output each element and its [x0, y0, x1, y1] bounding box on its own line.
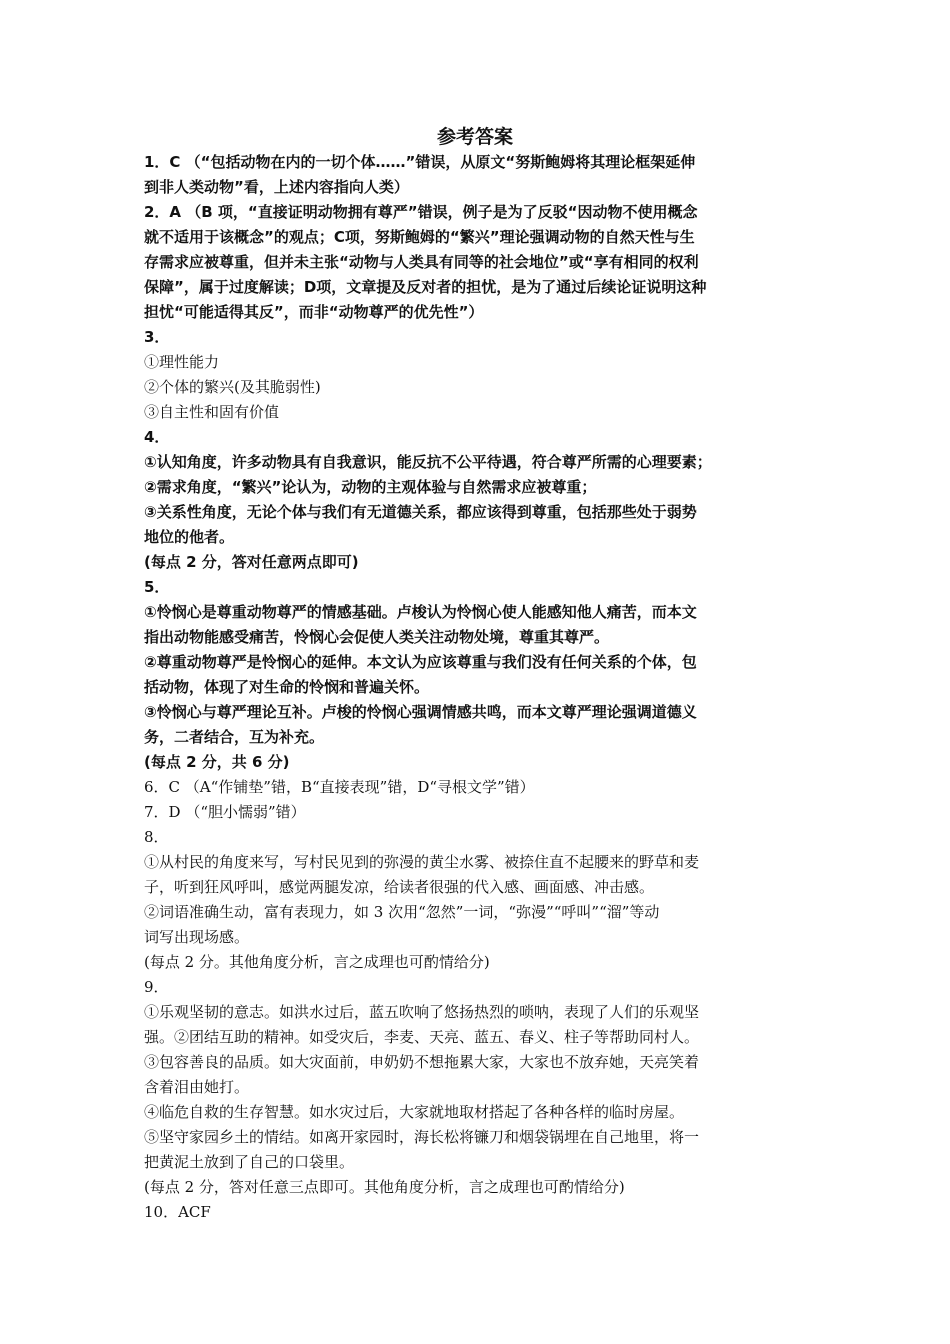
- answer-line: ③关系性角度，无论个体与我们有无道德关系，都应该得到尊重，包括那些处于弱势: [144, 503, 697, 521]
- answer-line: ②个体的繁兴(及其脆弱性): [144, 378, 321, 396]
- answer-line: 10．ACF: [144, 1203, 211, 1221]
- answer-line: ②词语准确生动，富有表现力，如 3 次用“忽然”一词，“弥漫”“呼叫”“溜”等动: [144, 903, 660, 921]
- answer-line: ②需求角度，“繁兴”论认为，动物的主观体验与自然需求应被尊重；: [144, 478, 597, 496]
- answer-line: (每点 2 分，答对任意两点即可): [144, 553, 359, 571]
- answer-line: 就不适用于该概念”的观点；C项，努斯鲍姆的“繁兴”理论强调动物的自然天性与生: [144, 228, 695, 246]
- answer-line: ④临危自救的生存智慧。如水灾过后，大家就地取材搭起了各种各样的临时房屋。: [144, 1103, 685, 1121]
- answer-line: 3．: [144, 328, 170, 346]
- answer-line: 8．: [144, 828, 169, 846]
- answer-line: 1．C （“包括动物在内的一切个体……”错误，从原文“努斯鲍姆将其理论框架延伸: [144, 153, 696, 171]
- answer-line: 存需求应被尊重，但并未主张“动物与人类具有同等的社会地位”或“享有相同的权利: [144, 253, 699, 271]
- answer-line: 9．: [144, 978, 169, 996]
- answer-line: ①乐观坚韧的意志。如洪水过后，蓝五吹响了悠扬热烈的唢呐，表现了人们的乐观坚: [144, 1003, 700, 1021]
- answer-line: 地位的他者。: [144, 528, 235, 546]
- answer-line: ①从村民的角度来写，写村民见到的弥漫的黄尘水雾、被捺住直不起腰来的野草和麦: [144, 853, 700, 871]
- answer-line: 4．: [144, 428, 170, 446]
- answer-line: 7．D （“胆小懦弱”错）: [144, 803, 306, 821]
- answer-line: 把黄泥土放到了自己的口袋里。: [144, 1153, 355, 1171]
- answer-line: ②尊重动物尊严是怜悯心的延伸。本文认为应该尊重与我们没有任何关系的个体，包: [144, 653, 697, 671]
- answer-line: 指出动物能感受痛苦，怜悯心会促使人类关注动物处境，尊重其尊严。: [144, 628, 610, 646]
- answer-line: 担忧“可能适得其反”，而非“动物尊严的优先性”）: [144, 303, 484, 321]
- answer-line: (每点 2 分。其他角度分析，言之成理也可酌情给分): [144, 953, 490, 971]
- answer-line: 括动物，体现了对生命的怜悯和普遍关怀。: [144, 678, 430, 696]
- answer-line: ③怜悯心与尊严理论互补。卢梭的怜悯心强调情感共鸣，而本文尊严理论强调道德义: [144, 703, 697, 721]
- page-title: 参考答案: [436, 126, 513, 148]
- answer-line: 务，二者结合，互为补充。: [144, 728, 325, 746]
- answer-line: 保障”，属于过度解读；D项，文章提及反对者的担忧，是为了通过后续论证说明这种: [144, 278, 707, 296]
- answer-line: 子，听到狂风呼叫，感觉两腿发凉，给读者很强的代入感、画面感、冲击感。: [144, 878, 655, 896]
- answer-body: [144, 150, 819, 1225]
- answer-line: (每点 2 分，共 6 分): [144, 753, 290, 771]
- answer-line: 2．A （B 项，“直接证明动物拥有尊严”错误，例子是为了反驳“因动物不使用概念: [144, 203, 698, 221]
- answer-line: ③自主性和固有价值: [144, 403, 280, 421]
- answer-line: 5．: [144, 578, 170, 596]
- answer-line: 词写出现场感。: [144, 928, 250, 946]
- answer-line: 含着泪由她打。: [144, 1078, 250, 1096]
- answer-line: ①认知角度，许多动物具有自我意识，能反抗不公平待遇，符合尊严所需的心理要素；: [144, 453, 712, 471]
- answer-line: ①理性能力: [144, 353, 220, 371]
- answer-line: ⑤坚守家园乡土的情结。如离开家园时，海长松将镰刀和烟袋锅埋在自己地里，将一: [144, 1128, 700, 1146]
- answer-line: ③包容善良的品质。如大灾面前，申奶奶不想拖累大家，大家也不放弃她，天亮笑着: [144, 1053, 700, 1071]
- answer-line: ①怜悯心是尊重动物尊严的情感基础。卢梭认为怜悯心使人能感知他人痛苦，而本文: [144, 603, 697, 621]
- answer-line: 强。②团结互助的精神。如受灾后，李麦、天亮、蓝五、春义、柱子等帮助同村人。: [144, 1028, 700, 1046]
- answer-line: 6．C （A“作铺垫”错，B“直接表现”错，D“寻根文学”错）: [144, 778, 535, 796]
- answer-line: 到非人类动物”看，上述内容指向人类）: [144, 178, 409, 196]
- answer-line: (每点 2 分，答对任意三点即可。其他角度分析，言之成理也可酌情给分): [144, 1178, 625, 1196]
